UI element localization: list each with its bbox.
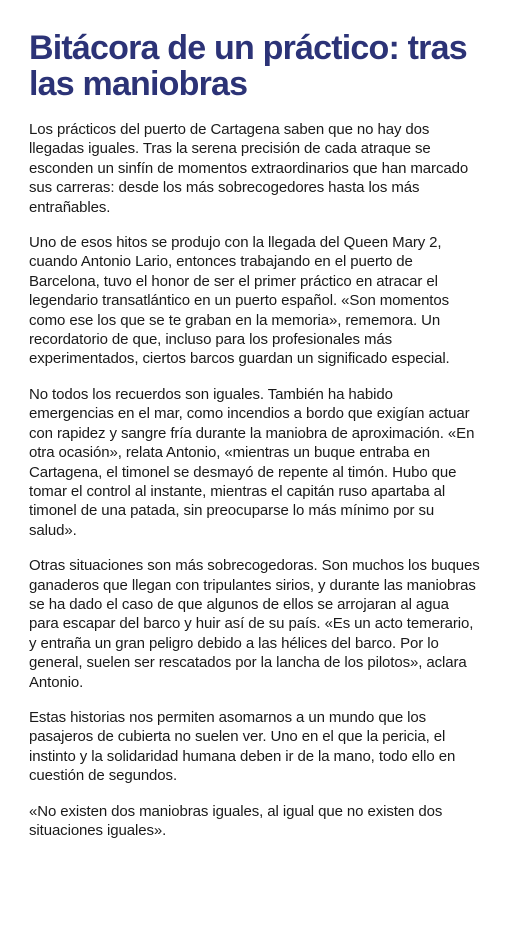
article (29, 30, 481, 856)
paragraph-queen-mary: Uno de esos hitos se produjo con la llegada del Queen Mary 2, cuando Antonio Lario, entonces trabajando en el puerto de Barcelona, tuvo el honor de ser el primer práctico en atracar el legendario transatlántico en un puerto español. «Son momentos como ese los que se te graban en la memoria», rememora. Un recordatorio de que, incluso para los profesionales más experimentados, ciertos barcos guardan un significado especial. (29, 234, 450, 368)
article-title: Bitácora de un práctico: tras las maniobras (29, 29, 467, 103)
paragraph-livestock-ships: Otras situaciones son más sobrecogedoras. Son muchos los buques ganaderos que llegan con tripulantes sirios, y durante las maniobras se ha dado el caso de que algunos de ellos se arrojaran al agua para escapar del barco y huir así de su país. «Es un acto temerario, y entraña un gran peligro debido a las hélices del barco. Por lo general, suelen ser rescatados por la lancha de los pilotos», aclara Antonio. (29, 557, 480, 691)
paragraph-emergencies: No todos los recuerdos son iguales. También ha habido emergencias en el mar, como incendios a bordo que exigían actuar con rapidez y sangre fría durante la maniobra de aproximación. «En otra ocasión», relata Antonio, «mientras un buque entraba en Cartagena, el timonel se desmayó de repente al timón. Hubo que tomar el control al instante, mientras el capitán ruso apartaba al timonel de una patada, sin preocuparse lo más mínimo por su salud». (29, 385, 475, 539)
paragraph-closing-quote: «No existen dos maniobras iguales, al igual que no existen dos situaciones iguales». (29, 802, 443, 839)
paragraph-intro: Los prácticos del puerto de Cartagena saben que no hay dos llegadas iguales. Tras la serena precisión de cada atraque se esconden un sinfín de momentos extraordinarios que han marcado sus carreras: desde los más sobrecogedores hasta los más entrañables. (29, 121, 469, 216)
paragraph-stories: Estas historias nos permiten asomarnos a un mundo que los pasajeros de cubierta no suelen ver. Uno en el que la pericia, el instinto y la solidaridad humana deben ir de la mano, todo ello en cuestión de segundos. (29, 708, 456, 785)
